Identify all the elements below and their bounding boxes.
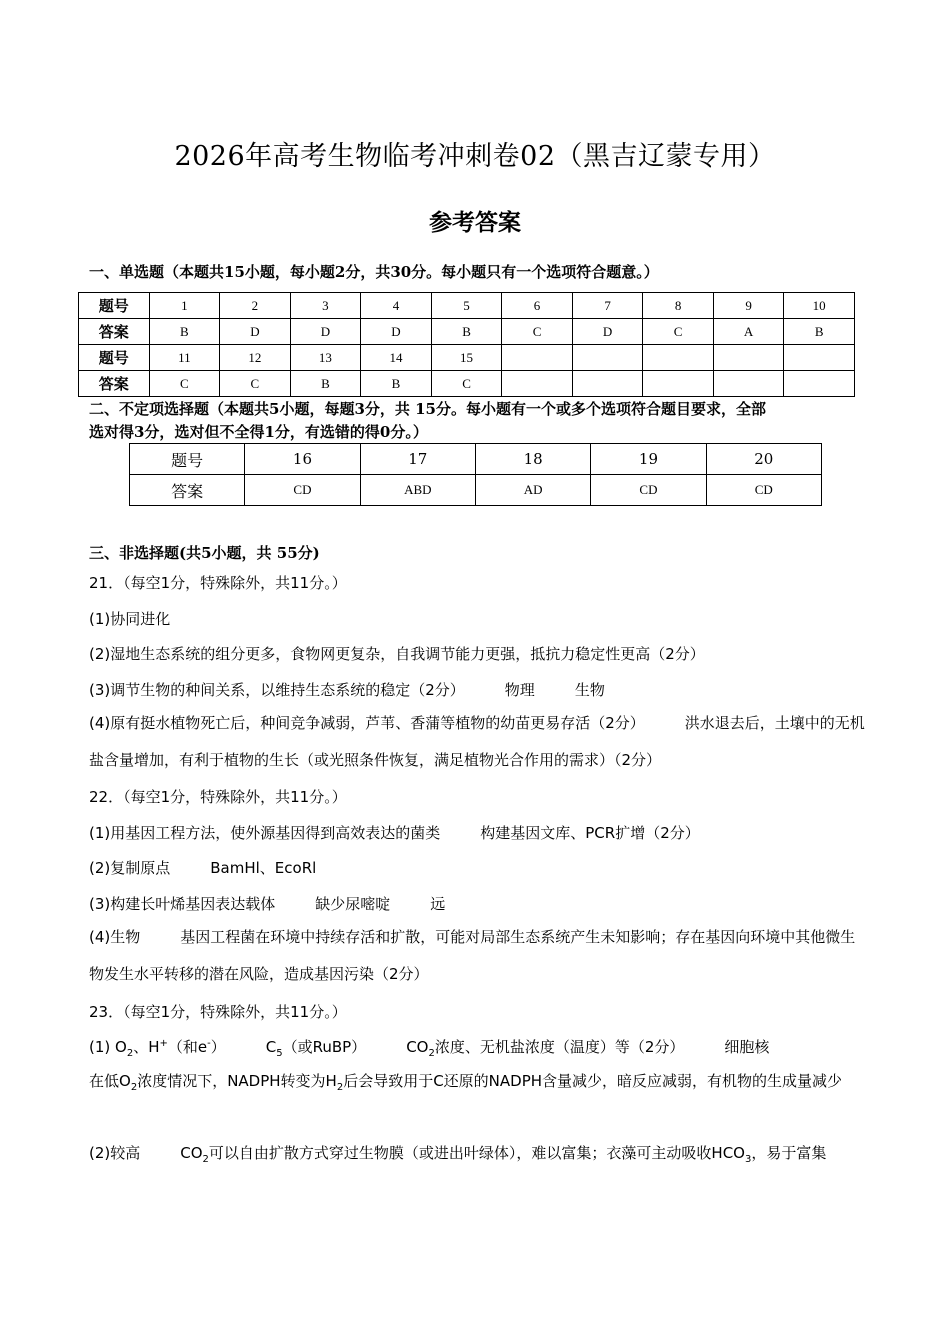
question-number: 1 [149, 293, 220, 319]
q21-answer-3a: (3)调节生物的种间关系，以维持生态系统的稳定（2分） [89, 681, 465, 699]
question-number: 15 [431, 345, 502, 371]
row-label-answer: 答案 [79, 371, 150, 397]
q22-answer-3a: (3)构建长叶烯基因表达载体 [89, 895, 276, 913]
q21-answer-3 [89, 679, 605, 700]
question-number: 3 [290, 293, 361, 319]
answer-cell: ABD [360, 475, 475, 506]
row-label-answer: 答案 [130, 475, 245, 506]
answer-cell: C [643, 319, 714, 345]
answer-cell: B [784, 319, 855, 345]
section-2-heading-line2: 选对得3分，选对但不全得1分，有选错的得0分。） [89, 423, 428, 441]
question-number: 8 [643, 293, 714, 319]
q22-answer-2 [89, 857, 316, 878]
answer-cell: B [361, 371, 432, 397]
question-number: 12 [220, 345, 291, 371]
question-number: 16 [245, 444, 360, 475]
empty-cell [643, 371, 714, 397]
answer-cell: B [431, 319, 502, 345]
question-number: 18 [475, 444, 590, 475]
q21-answer-2: (2)湿地生态系统的组分更多，食物网更复杂，自我调节能力更强，抵抗力稳定性更高（2分） [89, 645, 705, 663]
q23-answer-1 [89, 1036, 769, 1059]
question-number: 7 [572, 293, 643, 319]
section-1-heading: 一、单选题（本题共15小题，每小题2分，共30分。每小题只有一个选项符合题意。） [89, 263, 659, 281]
answer-cell: C [220, 371, 291, 397]
q21-heading: 21．（每空1分，特殊除外，共11分。） [89, 574, 347, 592]
answer-cell: D [290, 319, 361, 345]
q22-answer-3 [89, 893, 445, 914]
row-label-question: 题号 [79, 345, 150, 371]
question-number: 17 [360, 444, 475, 475]
empty-cell [572, 345, 643, 371]
q23-answer-2b: $CO_2$可以自由扩散方式穿过生物膜（或进出叶绿体），难以富集；衣藻可主动吸收$HCO_3$，易于富集 [180, 1144, 827, 1165]
q22-answer-1a: (1)用基因工程方法，使外源基因得到高效表达的菌类 [89, 824, 441, 842]
empty-cell [784, 345, 855, 371]
q21-answer-4b: 洪水退去后，土壤中的无机盐含量增加，有利于植物的生长（或光照条件恢复，满足植物光合作用的需求）（2分） [89, 714, 865, 769]
q23-answer-2 [89, 1135, 867, 1178]
question-number: 5 [431, 293, 502, 319]
q23-answer-2a: (2)较高 [89, 1144, 141, 1162]
table-row [79, 319, 855, 345]
q21-answer-4a: (4)原有挺水植物死亡后，种间竞争减弱，芦苇、香蒲等植物的幼苗更易存活（2分） [89, 714, 645, 732]
answer-cell: C [431, 371, 502, 397]
empty-cell [572, 371, 643, 397]
q23-heading: 23．（每空1分，特殊除外，共11分。） [89, 1003, 347, 1021]
q23-answer-1a: (1) $O_2$、H+（和e-） [89, 1038, 226, 1059]
table-row [130, 444, 822, 475]
question-number: 2 [220, 293, 291, 319]
page-title: 2026年高考生物临考冲刺卷02（黑吉辽蒙专用） [174, 141, 776, 172]
question-number: 9 [713, 293, 784, 319]
q22-answer-3c: 远 [430, 895, 446, 913]
q22-answer-3b: 缺少尿嘧啶 [315, 895, 391, 913]
answer-cell: C [502, 319, 573, 345]
q22-answer-4 [89, 919, 867, 993]
row-label-question: 题号 [79, 293, 150, 319]
answer-cell: CD [245, 475, 360, 506]
question-number: 4 [361, 293, 432, 319]
answer-cell: AD [475, 475, 590, 506]
question-number: 10 [784, 293, 855, 319]
answer-cell: D [220, 319, 291, 345]
question-number: 11 [149, 345, 220, 371]
q22-answer-4b: 基因工程菌在环境中持续存活和扩散，可能对局部生态系统产生未知影响；存在基因向环境中其他微生物发生水平转移的潜在风险，造成基因污染（2分） [89, 928, 856, 983]
q22-answer-1 [89, 822, 700, 843]
q22-answer-1b: 构建基因文库、PCR扩增（2分） [480, 824, 700, 842]
q22-answer-2b: BamHl、EcoRl [210, 859, 317, 877]
empty-cell [784, 371, 855, 397]
empty-cell [502, 345, 573, 371]
answer-table-single-choice [78, 292, 855, 397]
row-label-question: 题号 [130, 444, 245, 475]
row-label-answer: 答案 [79, 319, 150, 345]
question-number: 14 [361, 345, 432, 371]
q21-answer-3c: 生物 [574, 681, 605, 699]
answer-cell: A [713, 319, 784, 345]
table-row [79, 345, 855, 371]
empty-cell [502, 371, 573, 397]
q23-answer-1c: $CO_2$浓度、无机盐浓度（温度）等（2分） [406, 1038, 685, 1059]
q21-answer-1: (1)协同进化 [89, 610, 171, 628]
q23-answer-1b: $C_5$（或RuBP） [265, 1038, 367, 1059]
answer-table-multiple-choice [129, 443, 822, 506]
answer-cell: D [572, 319, 643, 345]
q23-answer-1e: 在低$O_2$浓度情况下，NADPH转变为$H_2$后会导致用于C还原的NADPH含量减少，暗反应减弱，有机物的生成量减少 [89, 1072, 843, 1093]
question-number: 19 [591, 444, 706, 475]
table-row [130, 475, 822, 506]
q22-answer-4a: (4)生物 [89, 928, 141, 946]
empty-cell [713, 345, 784, 371]
answer-cell: D [361, 319, 432, 345]
q21-answer-4 [89, 705, 867, 779]
empty-cell [713, 371, 784, 397]
table-row [79, 371, 855, 397]
answer-cell: B [290, 371, 361, 397]
answer-cell: C [149, 371, 220, 397]
table-row [79, 293, 855, 319]
answer-cell: B [149, 319, 220, 345]
q23-answer-1d: 细胞核 [724, 1038, 770, 1056]
answer-cell: CD [591, 475, 706, 506]
q22-answer-2a: (2)复制原点 [89, 859, 171, 877]
question-number: 6 [502, 293, 573, 319]
empty-cell [643, 345, 714, 371]
section-2-heading-line1: 二、不定项选择题（本题共5小题，每题3分，共 15分。每小题有一个或多个选项符合题目要求，全部 [89, 400, 766, 418]
question-number: 20 [706, 444, 821, 475]
section-3-heading: 三、非选择题(共5小题，共 55分) [89, 544, 320, 562]
q21-answer-3b: 物理 [504, 681, 535, 699]
question-number: 13 [290, 345, 361, 371]
page-subtitle: 参考答案 [429, 209, 521, 236]
answer-cell: CD [706, 475, 821, 506]
q22-heading: 22．（每空1分，特殊除外，共11分。） [89, 788, 347, 806]
